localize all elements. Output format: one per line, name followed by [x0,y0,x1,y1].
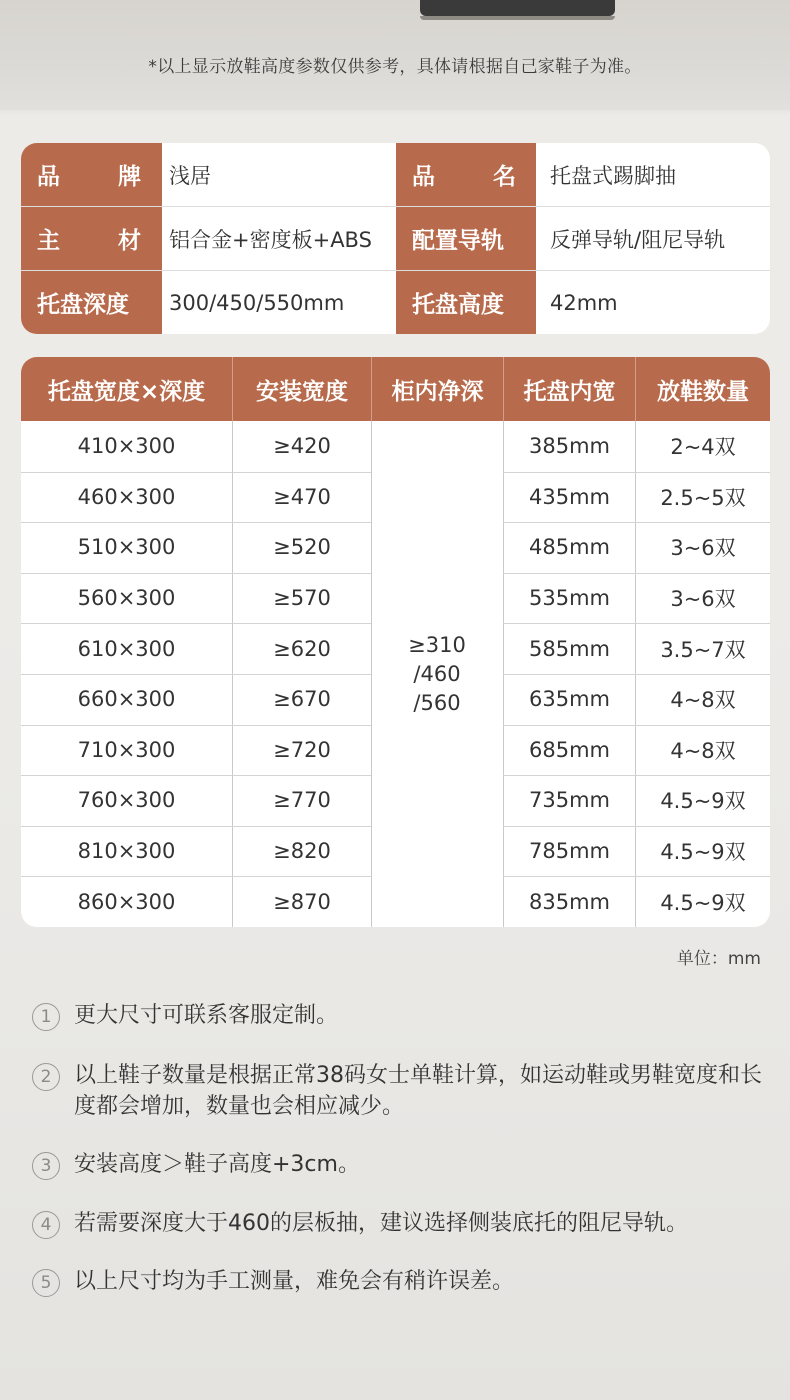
size-table [21,357,770,927]
spec-label: 品 名 [396,143,536,206]
depth-line: /560 [413,690,461,715]
table-cell: ≥420 [273,434,331,459]
table-cell: 4~8双 [670,738,736,763]
spec-value: 托盘式踢脚抽 [536,143,770,206]
row-divider [21,623,371,624]
spec-value: 反弹导轨/阻尼导轨 [536,207,770,270]
note-text: 以上鞋子数量是根据正常38码女士单鞋计算，如运动鞋或男鞋宽度和长度都会增加，数量也会相应减少。 [74,1063,762,1119]
list-item [32,1266,772,1297]
spec-value: 300/450/550mm [162,271,396,334]
table-cell: 460×300 [77,484,176,509]
row-divider [503,876,770,877]
table-cell: 610×300 [77,636,176,661]
row-divider [21,674,371,675]
table-cell: ≥470 [273,484,331,509]
number-badge: 4 [32,1211,60,1239]
table-cell: ≥870 [273,889,331,914]
table-cell: 410×300 [77,434,176,459]
table-cell: ≥520 [273,535,331,560]
table-cell: 710×300 [77,737,176,762]
row-divider [503,674,770,675]
table-cell: 835mm [529,889,610,914]
table-cell: ≥570 [273,586,331,611]
list-item [32,1000,772,1031]
column-divider [503,357,504,421]
header-cell: 柜内净深 [391,378,484,405]
table-cell: 685mm [529,737,610,762]
row-divider [21,472,371,473]
row-divider [503,725,770,726]
table-cell: 485mm [529,535,610,560]
table-cell: 4.5~9双 [660,789,746,814]
table-cell: 860×300 [77,889,176,914]
table-cell: 4~8双 [670,688,736,713]
spec-label: 品 牌 [21,143,162,206]
column-divider [635,357,636,421]
column-divider [232,357,233,421]
table-cell: 3~6双 [670,587,736,612]
spec-value: 浅居 [162,143,396,206]
depth-line: ≥310 [408,632,466,657]
size-table-header [21,357,770,421]
table-cell: 635mm [529,687,610,712]
spec-row [21,271,770,334]
row-divider [21,876,371,877]
depth-line: /460 [413,661,461,686]
table-cell: 435mm [529,484,610,509]
spec-value: 铝合金+密度板+ABS [162,207,396,270]
row-divider [21,725,371,726]
table-cell: ≥770 [273,788,331,813]
spec-label: 托盘深度 [21,271,162,334]
table-cell: 385mm [529,434,610,459]
note-text: 更大尺寸可联系客服定制。 [74,1003,339,1028]
number-badge: 2 [32,1063,60,1091]
table-cell: ≥820 [273,839,331,864]
reference-note: *以上显示放鞋高度参数仅供参考，具体请根据自己家鞋子为准。 [148,57,642,77]
header-cell: 托盘内宽 [523,378,616,405]
column-divider [371,357,372,421]
row-divider [503,573,770,574]
table-cell: 735mm [529,788,610,813]
list-item [32,1060,772,1122]
note-text: 安装高度＞鞋子高度+3cm。 [74,1152,360,1177]
table-cell: 810×300 [77,839,176,864]
drawer-edge-image [420,0,615,16]
number-badge: 1 [32,1003,60,1031]
row-divider [503,775,770,776]
spec-row [21,207,770,270]
row-divider [503,522,770,523]
spec-value: 42mm [536,271,770,334]
table-cell: 4.5~9双 [660,840,746,865]
table-cell: 3~6双 [670,536,736,561]
unit-label: 单位：mm [676,949,761,969]
row-divider [503,623,770,624]
table-cell: 4.5~9双 [660,890,746,915]
table-cell: 560×300 [77,586,176,611]
spec-label: 主 材 [21,207,162,270]
row-divider [503,826,770,827]
cabinet-depth-merged-cell [371,421,503,927]
table-cell: ≥620 [273,636,331,661]
header-cell: 放鞋数量 [657,378,749,405]
header-cell: 安装宽度 [256,378,348,405]
table-cell: 2~4双 [670,435,736,460]
table-cell: 660×300 [77,687,176,712]
note-text: 若需要深度大于460的层板抽，建议选择侧装底托的阻尼导轨。 [74,1211,688,1236]
number-badge: 5 [32,1269,60,1297]
table-cell: 785mm [529,839,610,864]
table-cell: 760×300 [77,788,176,813]
row-divider [21,775,371,776]
list-item [32,1149,772,1180]
table-cell: 535mm [529,586,610,611]
row-divider [21,522,371,523]
table-cell: ≥670 [273,687,331,712]
spec-table [21,143,770,334]
table-cell: 510×300 [77,535,176,560]
row-divider [503,472,770,473]
note-text: 以上尺寸均为手工测量，难免会有稍许误差。 [74,1269,515,1294]
header-cell: 托盘宽度×深度 [47,378,206,405]
number-badge: 3 [32,1152,60,1180]
table-cell: ≥720 [273,737,331,762]
row-divider [21,573,371,574]
spec-label: 托盘高度 [396,271,536,334]
table-cell: 3.5~7双 [660,637,746,662]
table-cell: 2.5~5双 [660,485,746,510]
spec-label: 配置导轨 [396,207,536,270]
row-divider [21,826,371,827]
spec-row [21,143,770,206]
table-cell: 585mm [529,636,610,661]
list-item [32,1208,772,1239]
